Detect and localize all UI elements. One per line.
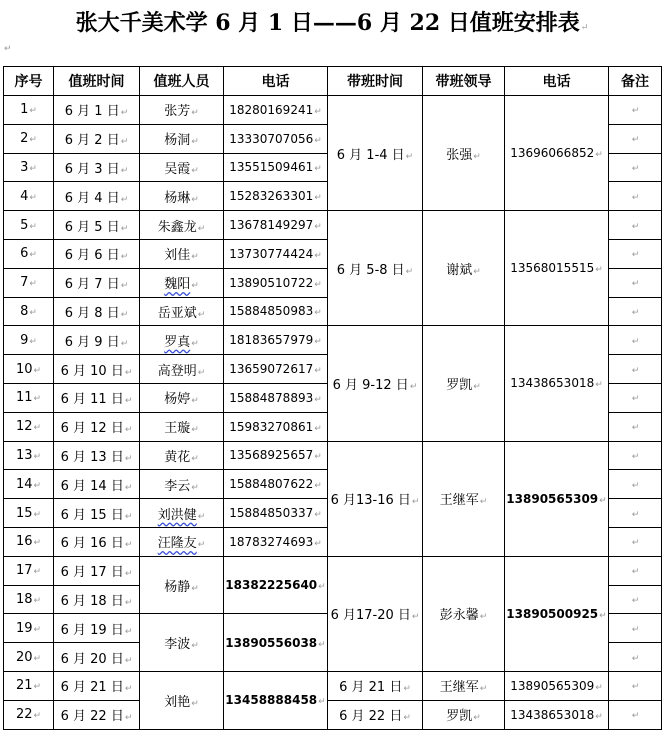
duty-date: 6 月 20 日↵	[54, 643, 140, 672]
table-row	[4, 441, 662, 470]
leader-period: 6 月 5-8 日↵	[328, 211, 423, 326]
duty-date: 6 月 2 日↵	[54, 124, 140, 153]
duty-staff: 李云↵	[140, 470, 224, 499]
duty-date: 6 月 8 日↵	[54, 297, 140, 326]
remarks-cell: ↵	[609, 614, 662, 643]
table-row	[4, 671, 662, 700]
leader-name: 王继军↵	[423, 441, 505, 556]
staff-phone: 18183657979↵	[224, 326, 328, 355]
page-title: 张大千美术学 6 月 1 日——6 月 22 日值班安排表↵	[75, 10, 589, 36]
leader-name: 谢斌↵	[423, 211, 505, 326]
duty-staff: 张芳↵	[140, 96, 224, 125]
duty-staff: 魏阳↵	[140, 268, 224, 297]
remarks-cell: ↵	[609, 239, 662, 268]
leader-phone: 13890565309↵	[505, 441, 609, 556]
row-number: 4↵	[4, 182, 54, 211]
leader-phone: 13890500925↵	[505, 556, 609, 671]
remarks-cell: ↵	[609, 470, 662, 499]
duty-staff: 杨琳↵	[140, 182, 224, 211]
duty-staff: 杨洞↵	[140, 124, 224, 153]
row-number: 9↵	[4, 326, 54, 355]
staff-phone: 18783274693↵	[224, 527, 328, 556]
duty-date: 6 月 5 日↵	[54, 211, 140, 240]
duty-date: 6 月 17 日↵	[54, 556, 140, 585]
duty-staff: 朱鑫龙↵	[140, 211, 224, 240]
duty-date: 6 月 15 日↵	[54, 499, 140, 528]
row-number: 12↵	[4, 412, 54, 441]
duty-staff: 高登明↵	[140, 355, 224, 384]
duty-date: 6 月 18 日↵	[54, 585, 140, 614]
duty-staff: 杨婷↵	[140, 383, 224, 412]
row-number: 19↵	[4, 614, 54, 643]
header-cell: 电话	[224, 67, 328, 96]
staff-phone: 18382225640↵	[224, 556, 328, 614]
duty-date: 6 月 3 日↵	[54, 153, 140, 182]
row-number: 15↵	[4, 499, 54, 528]
staff-phone: 15884807622↵	[224, 470, 328, 499]
remarks-cell: ↵	[609, 153, 662, 182]
staff-phone: 15983270861↵	[224, 412, 328, 441]
row-number: 11↵	[4, 383, 54, 412]
staff-phone: 15884850337↵	[224, 499, 328, 528]
duty-staff: 刘艳↵	[140, 671, 224, 729]
remarks-cell: ↵	[609, 700, 662, 729]
row-number: 20↵	[4, 643, 54, 672]
duty-staff: 黄花↵	[140, 441, 224, 470]
remarks-cell: ↵	[609, 556, 662, 585]
remarks-cell: ↵	[609, 643, 662, 672]
remarks-cell: ↵	[609, 326, 662, 355]
leader-period: 6 月13-16 日↵	[328, 441, 423, 556]
duty-date: 6 月 4 日↵	[54, 182, 140, 211]
table-row	[4, 326, 662, 355]
remarks-cell: ↵	[609, 585, 662, 614]
leader-period: 6 月 21 日↵	[328, 671, 423, 700]
row-number: 6↵	[4, 239, 54, 268]
duty-date: 6 月 14 日↵	[54, 470, 140, 499]
duty-staff: 刘佳↵	[140, 239, 224, 268]
duty-staff: 李波↵	[140, 614, 224, 672]
leader-period: 6 月 22 日↵	[328, 700, 423, 729]
row-number: 8↵	[4, 297, 54, 326]
paragraph-mark: ↵	[4, 44, 12, 54]
duty-date: 6 月 6 日↵	[54, 239, 140, 268]
staff-phone: 13458888458↵	[224, 671, 328, 729]
row-number: 22↵	[4, 700, 54, 729]
staff-phone: 15283263301↵	[224, 182, 328, 211]
leader-phone: 13890565309↵	[505, 671, 609, 700]
leader-name: 罗凯↵	[423, 326, 505, 441]
row-number: 2↵	[4, 124, 54, 153]
header-cell: 值班时间	[54, 67, 140, 96]
duty-date: 6 月 16 日↵	[54, 527, 140, 556]
staff-phone: 18280169241↵	[224, 96, 328, 125]
row-number: 18↵	[4, 585, 54, 614]
remarks-cell: ↵	[609, 527, 662, 556]
leader-phone: 13438653018↵	[505, 326, 609, 441]
remarks-cell: ↵	[609, 499, 662, 528]
remarks-cell: ↵	[609, 355, 662, 384]
staff-phone: 13730774424↵	[224, 239, 328, 268]
header-cell: 电话	[505, 67, 609, 96]
row-number: 3↵	[4, 153, 54, 182]
staff-phone: 13568925657↵	[224, 441, 328, 470]
staff-phone: 15884878893↵	[224, 383, 328, 412]
staff-phone: 13890510722↵	[224, 268, 328, 297]
leader-phone: 13568015515↵	[505, 211, 609, 326]
header-cell: 带班时间	[328, 67, 423, 96]
duty-date: 6 月 22 日↵	[54, 700, 140, 729]
table-row	[4, 700, 662, 729]
staff-phone: 13890556038↵	[224, 614, 328, 672]
row-number: 1↵	[4, 96, 54, 125]
duty-date: 6 月 13 日↵	[54, 441, 140, 470]
duty-staff: 刘洪健↵	[140, 499, 224, 528]
leader-phone: 13438653018↵	[505, 700, 609, 729]
duty-staff: 杨静↵	[140, 556, 224, 614]
duty-date: 6 月 9 日↵	[54, 326, 140, 355]
staff-phone: 13678149297↵	[224, 211, 328, 240]
leader-period: 6 月 9-12 日↵	[328, 326, 423, 441]
duty-schedule-table	[3, 66, 662, 730]
duty-date: 6 月 19 日↵	[54, 614, 140, 643]
leader-period: 6 月 1-4 日↵	[328, 96, 423, 211]
duty-date: 6 月 10 日↵	[54, 355, 140, 384]
row-number: 10↵	[4, 355, 54, 384]
duty-staff: 吴霞↵	[140, 153, 224, 182]
header-cell: 值班人员	[140, 67, 224, 96]
duty-staff: 王璇↵	[140, 412, 224, 441]
duty-date: 6 月 12 日↵	[54, 412, 140, 441]
staff-phone: 13330707056↵	[224, 124, 328, 153]
remarks-cell: ↵	[609, 268, 662, 297]
remarks-cell: ↵	[609, 182, 662, 211]
duty-date: 6 月 1 日↵	[54, 96, 140, 125]
staff-phone: 13659072617↵	[224, 355, 328, 384]
remarks-cell: ↵	[609, 441, 662, 470]
leader-name: 王继军↵	[423, 671, 505, 700]
duty-staff: 岳亚斌↵	[140, 297, 224, 326]
leader-name: 罗凯↵	[423, 700, 505, 729]
duty-date: 6 月 11 日↵	[54, 383, 140, 412]
leader-name: 张强↵	[423, 96, 505, 211]
staff-phone: 15884850983↵	[224, 297, 328, 326]
duty-staff: 汪隆友↵	[140, 527, 224, 556]
header-cell: 带班领导	[423, 67, 505, 96]
row-number: 7↵	[4, 268, 54, 297]
table-row	[4, 96, 662, 125]
header-cell: 序号	[4, 67, 54, 96]
row-number: 5↵	[4, 211, 54, 240]
table-row	[4, 211, 662, 240]
duty-staff: 罗真↵	[140, 326, 224, 355]
leader-period: 6 月17-20 日↵	[328, 556, 423, 671]
header-cell: 备注	[609, 67, 662, 96]
row-number: 14↵	[4, 470, 54, 499]
remarks-cell: ↵	[609, 412, 662, 441]
row-number: 21↵	[4, 671, 54, 700]
leader-name: 彭永馨↵	[423, 556, 505, 671]
leader-phone: 13696066852↵	[505, 96, 609, 211]
remarks-cell: ↵	[609, 96, 662, 125]
remarks-cell: ↵	[609, 383, 662, 412]
remarks-cell: ↵	[609, 124, 662, 153]
row-number: 13↵	[4, 441, 54, 470]
row-number: 17↵	[4, 556, 54, 585]
remarks-cell: ↵	[609, 671, 662, 700]
remarks-cell: ↵	[609, 297, 662, 326]
remarks-cell: ↵	[609, 211, 662, 240]
row-number: 16↵	[4, 527, 54, 556]
table-row	[4, 556, 662, 585]
duty-date: 6 月 7 日↵	[54, 268, 140, 297]
header-row	[4, 67, 662, 96]
duty-date: 6 月 21 日↵	[54, 671, 140, 700]
staff-phone: 13551509461↵	[224, 153, 328, 182]
